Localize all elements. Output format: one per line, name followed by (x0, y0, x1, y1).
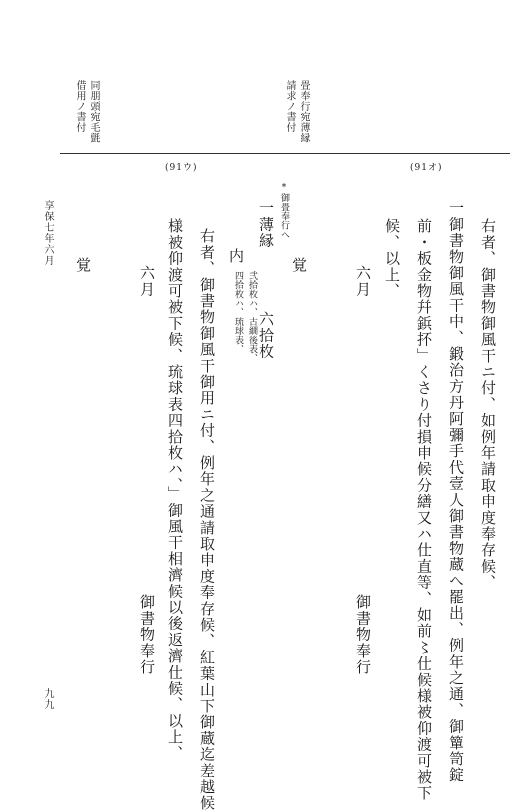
folio-right: (91オ) (410, 163, 443, 173)
header-note-col4: 借用ノ書付 (74, 80, 85, 133)
doc2-date: 六月 (138, 265, 156, 298)
doc2-title: 覚 (290, 257, 308, 274)
header-note-col2: 請求ノ書付 (284, 80, 295, 133)
doc2-line2: 様被仰渡可被下候、琉球表四拾枚ハ、」御風干相濟候以後返濟仕候、以上、 (166, 218, 184, 762)
folio-left: (91ウ) (165, 163, 198, 173)
doc3-title: 覚 (74, 257, 92, 274)
doc1-line3: 前・板金物幷鋲抔」くさり付損申候分繕又ハ仕直等、如前〻仕候様被仰渡可被下 (415, 218, 433, 802)
header-note-col3: 同朋頭宛毛氈 (88, 80, 99, 143)
doc2-sub2: 四拾枚ハ、琉球表、 (233, 271, 243, 354)
header-divider (60, 153, 510, 154)
doc2-line1: 右者、御書物御風干御用ニ付、例年之通請取申度奉存候、紅葉山下御蔵迄差越候 (198, 228, 216, 811)
doc2-inner: 内 (227, 248, 245, 265)
doc2-item: 一薄縁 (257, 200, 275, 249)
doc2-signer: 御書物奉行 (138, 594, 156, 675)
side-title: 享保七年六月 (42, 200, 53, 266)
doc2-note: *御畳奉行へ (279, 183, 289, 240)
page-number: 九九 (42, 688, 53, 710)
doc2-sub1: 弐拾枚ハ、古繝後表、 (247, 271, 257, 363)
doc1-line2: 一御書物御風干中、鍛治方丹阿彌手代壹人御書物蔵へ罷出、例年之通、御簞笥錠 (447, 200, 465, 784)
doc1-signer: 御書物奉行 (354, 594, 372, 675)
doc1-line1: 右者、御書物御風干ニ付、如例年請取申度奉存候、 (479, 218, 497, 591)
doc1-line4: 候、以上、 (383, 218, 401, 299)
header-note-col1: 畳奉行宛薄縁 (298, 80, 309, 143)
doc2-amount: 六拾枚 (257, 311, 275, 360)
doc1-date: 六月 (354, 265, 372, 298)
